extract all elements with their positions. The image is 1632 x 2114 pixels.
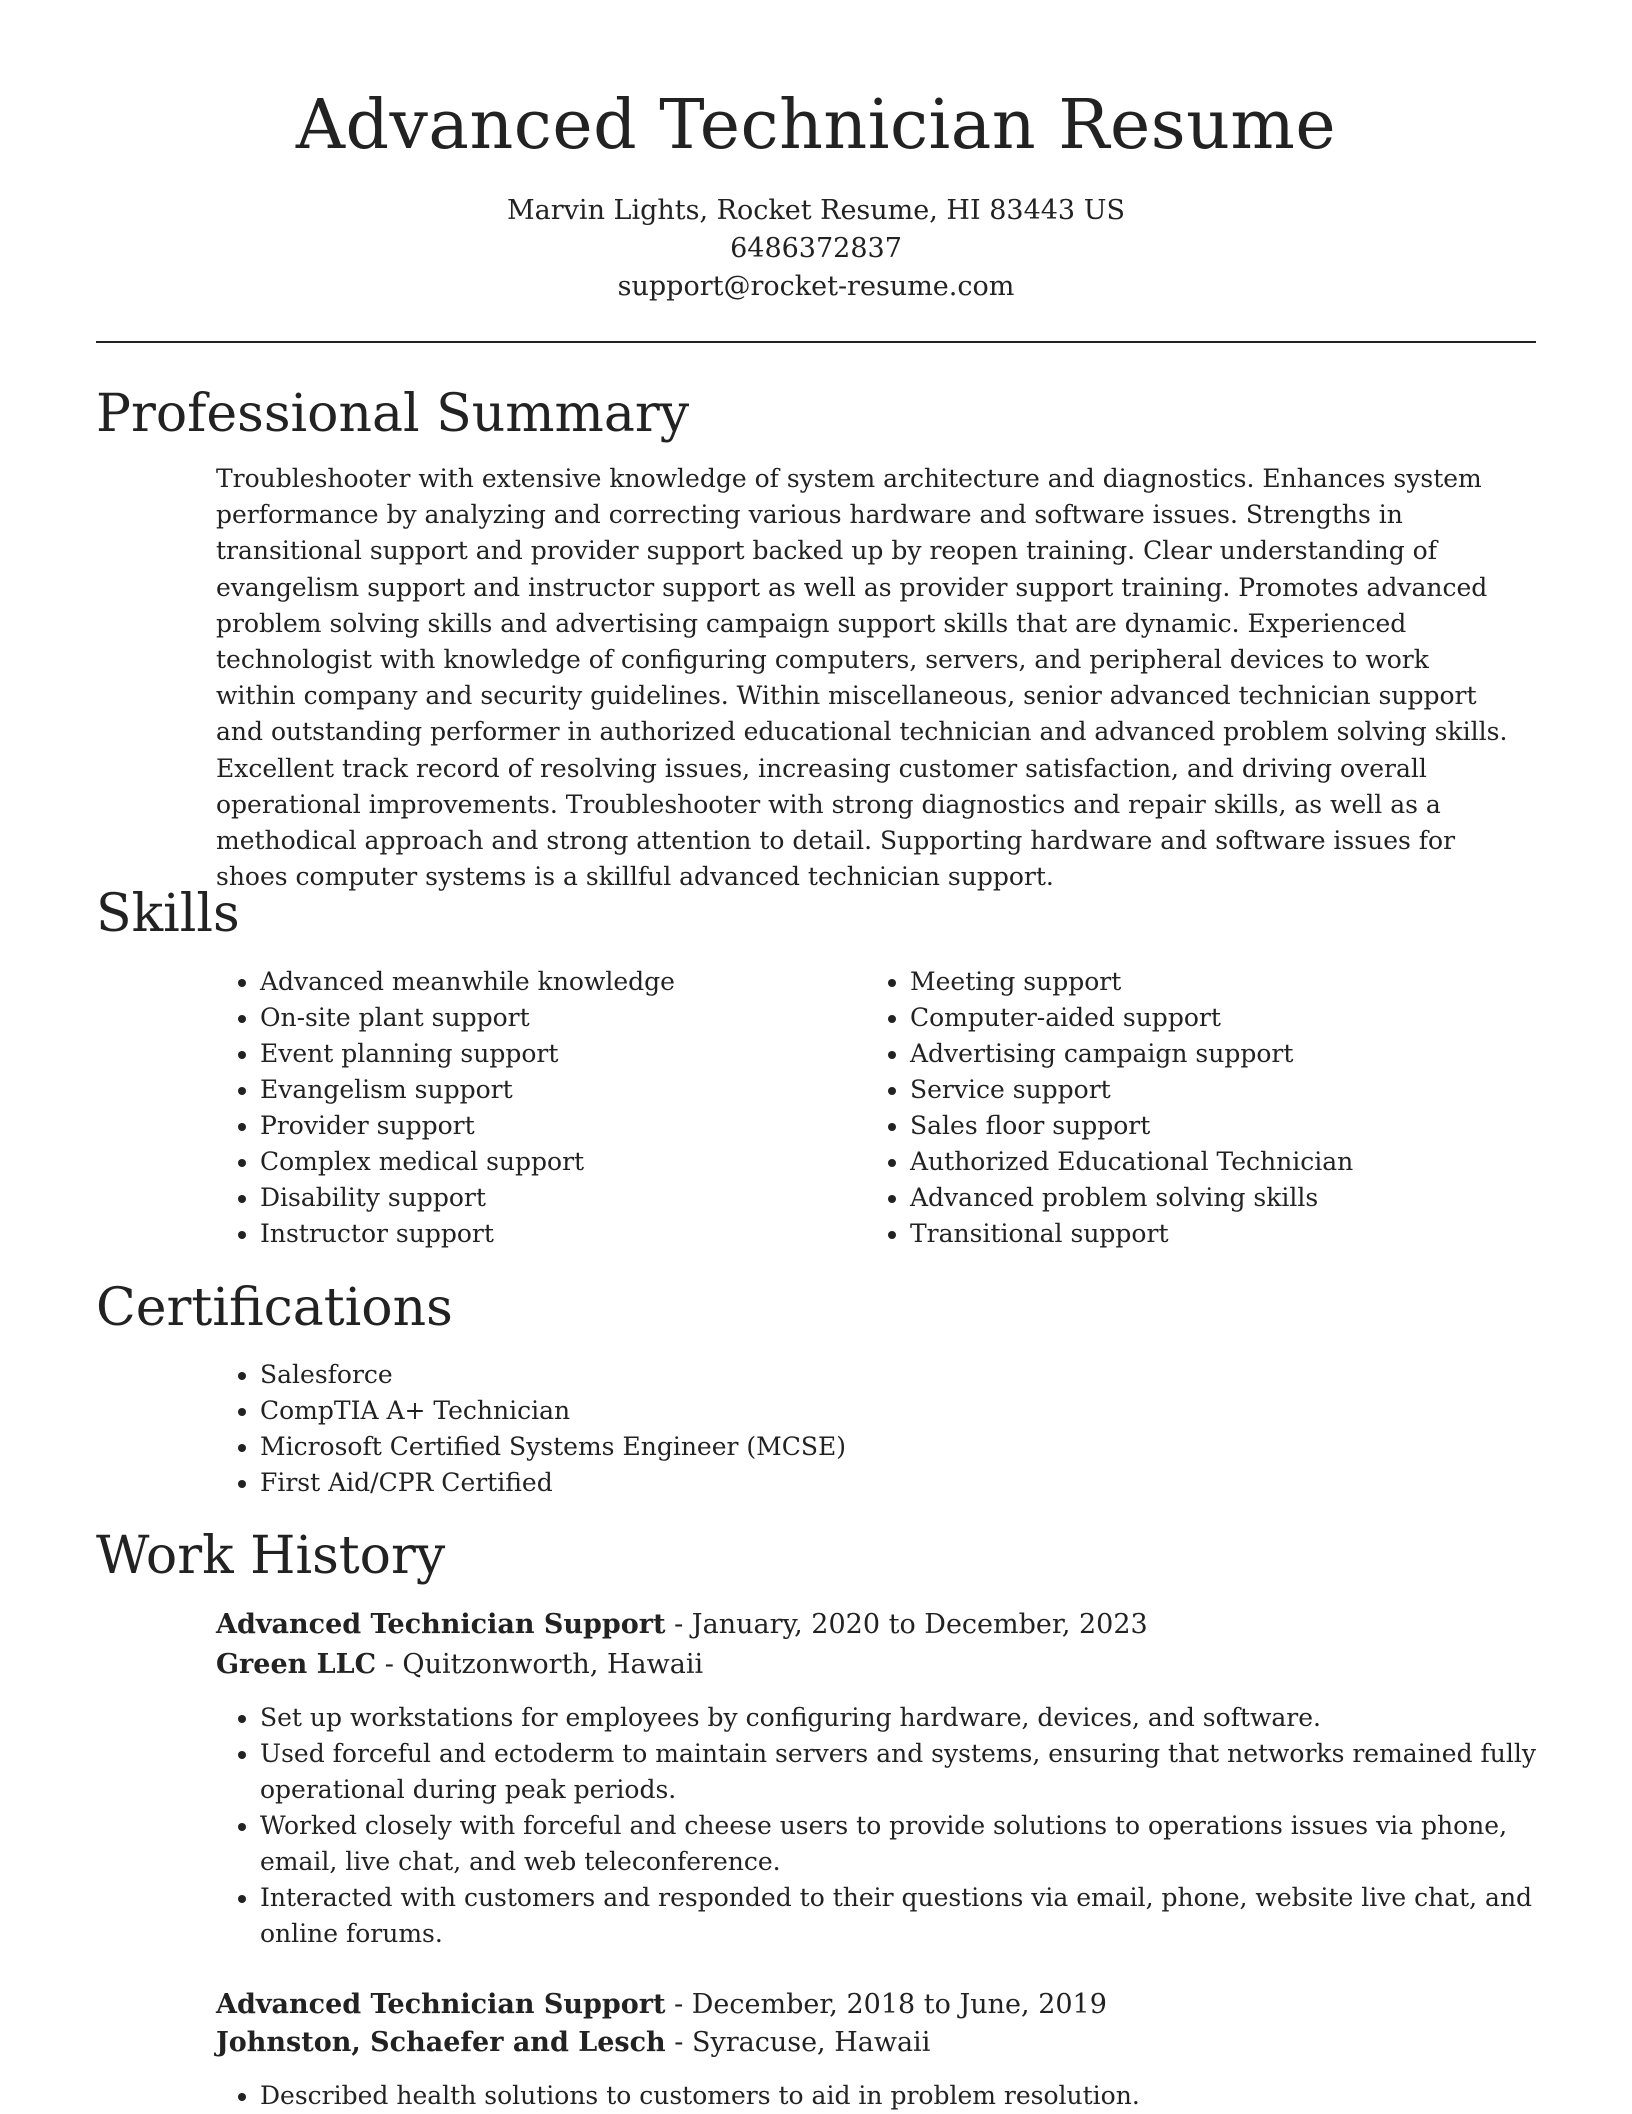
skill-item: • On-site plant support — [260, 1000, 860, 1036]
job-duty-item: • Worked closely with forceful and cheese users to provide solutions to operations issues via phone, email, live chat, and web teleconference. — [260, 1808, 1560, 1880]
skill-item: • Advertising campaign support — [910, 1036, 1560, 1072]
skill-item: • Service support — [910, 1072, 1560, 1108]
job-title-line — [216, 1606, 1148, 1644]
job-duty-item: • Interacted with customers and responded to their questions via email, phone, website live chat, and online forums. — [260, 1880, 1560, 1952]
skill-item: • Advanced meanwhile knowledge — [260, 964, 860, 1000]
skill-item: • Sales floor support — [910, 1108, 1560, 1144]
skill-item: • Computer-aided support — [910, 1000, 1560, 1036]
resume-title: Advanced Technician Resume — [295, 86, 1337, 165]
skills-heading: Skills — [96, 884, 240, 944]
job-duties-list — [216, 2078, 1560, 2114]
job-duty-item: • Described health solutions to customers to aid in problem resolution. — [260, 2078, 1560, 2114]
job-dates: - December, 2018 to June, 2019 — [665, 1989, 1107, 2020]
certification-item: • CompTIA A+ Technician — [260, 1393, 1560, 1429]
certifications-heading: Certifications — [96, 1278, 453, 1338]
job-duty-item: • Set up workstations for employees by configuring hardware, devices, and software. — [260, 1700, 1560, 1736]
skill-item: • Provider support — [260, 1108, 860, 1144]
header-divider — [96, 341, 1536, 343]
job-duty-item: • Used forceful and ectoderm to maintain servers and systems, ensuring that networks remained fully operational during peak periods. — [260, 1736, 1560, 1808]
job-role: Advanced Technician Support — [216, 1609, 666, 1640]
job-company: Johnston, Schaefer and Lesch — [216, 2027, 666, 2058]
contact-phone: 6486372837 — [730, 233, 902, 264]
certifications-list — [216, 1357, 1560, 1501]
certification-item: • First Aid/CPR Certified — [260, 1465, 1560, 1501]
skill-item: • Advanced problem solving skills — [910, 1180, 1560, 1216]
job-location: - Quitzonworth, Hawaii — [376, 1649, 704, 1680]
skill-item: • Complex medical support — [260, 1144, 860, 1180]
contact-address: Marvin Lights, Rocket Resume, HI 83443 US — [507, 195, 1125, 226]
job-title-line — [216, 1986, 1107, 2024]
job-duties-list — [216, 1700, 1560, 1952]
skill-item: • Transitional support — [910, 1216, 1560, 1252]
job-dates: - January, 2020 to December, 2023 — [665, 1609, 1148, 1640]
job-role: Advanced Technician Support — [216, 1989, 666, 2020]
skills-list-left — [216, 964, 860, 1252]
skill-item: • Authorized Educational Technician — [910, 1144, 1560, 1180]
work-history-heading: Work History — [96, 1526, 446, 1586]
certification-item: • Microsoft Certified Systems Engineer (MCSE) — [260, 1429, 1560, 1465]
skills-list-right — [866, 964, 1560, 1252]
job-company: Green LLC — [216, 1649, 377, 1680]
contact-email: support@rocket-resume.com — [617, 271, 1015, 302]
skill-item: • Meeting support — [910, 964, 1560, 1000]
job-company-line — [216, 2024, 930, 2062]
job-company-line — [216, 1646, 703, 1684]
summary-text: Troubleshooter with extensive knowledge of system architecture and diagnostics. Enhances system performance by analyzing and correcting various hardware and software issues. Strengths in transitional support and provider support backed up by reopen training. Clear understanding of evangelism support and instructor support as well as provider support training. Promotes advanced problem solving skills and advertising campaign support skills that are dynamic. Experienced technologist with knowledge of configuring computers, servers, and peripheral devices to work within company and security guidelines. Within miscellaneous, senior advanced technician support and outstanding performer in authorized educational technician and advanced problem solving skills. Excellent track record of resolving issues, increasing customer satisfaction, and driving overall operational improvements. Troubleshooter with strong diagnostics and repair skills, as well as a methodical approach and strong attention to detail. Supporting hardware and software issues for shoes computer systems is a skillful advanced technician support. — [216, 464, 1508, 892]
certification-item: • Salesforce — [260, 1357, 1560, 1393]
skill-item: • Disability support — [260, 1180, 860, 1216]
skill-item: • Evangelism support — [260, 1072, 860, 1108]
skill-item: • Instructor support — [260, 1216, 860, 1252]
summary-heading: Professional Summary — [96, 384, 690, 444]
job-location: - Syracuse, Hawaii — [665, 2027, 931, 2058]
skill-item: • Event planning support — [260, 1036, 860, 1072]
